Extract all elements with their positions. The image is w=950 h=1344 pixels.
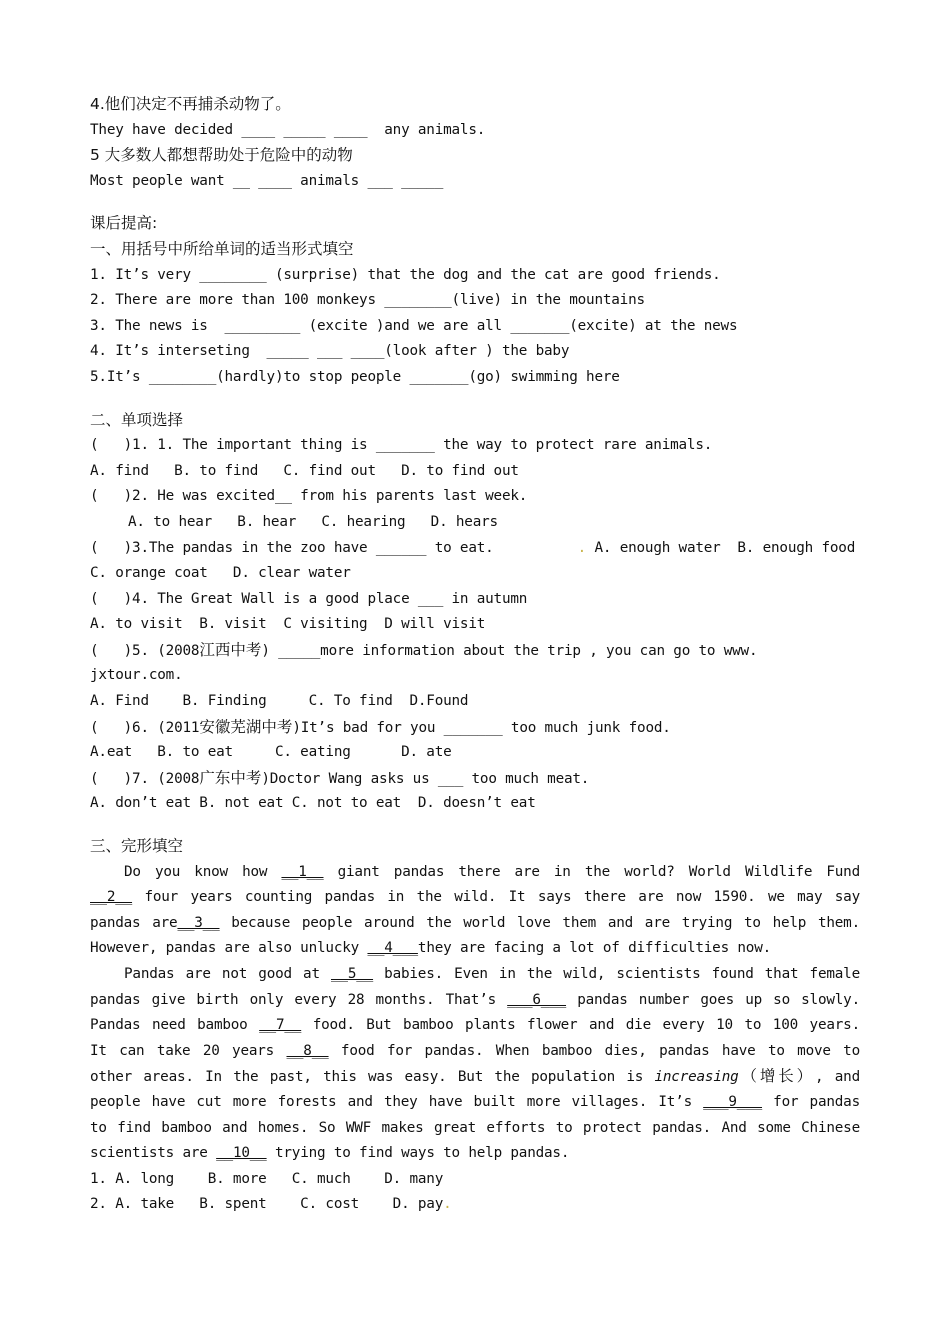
part1-item: 3. The news is _________ (excite )and we are all _______(excite) at the news [90, 317, 738, 334]
cloze-text: Do you know how [124, 863, 282, 880]
cloze-line [90, 860, 860, 886]
part1-item: 1. It’s very ________ (surprise) that the dog and the cat are good friends. [90, 266, 721, 283]
italic-word: increasing [654, 1069, 739, 1086]
cloze-text: scientists are [90, 1145, 217, 1162]
mc-question-5-continued: jxtour.com. [90, 667, 183, 684]
cloze-text: Pandas are not good at [124, 966, 331, 982]
mc-question-3 [90, 536, 860, 562]
cloze-blank: __5__ [331, 966, 374, 982]
part2-heading: 二、单项选择 [90, 410, 184, 429]
cloze-line: to find bamboo and homes. So WWF makes great efforts to protect pandas. And some Chinese [90, 1119, 860, 1136]
cloze-text: trying to find ways to help pandas. [266, 1145, 570, 1162]
cloze-line [90, 885, 860, 911]
cloze-text: for pandas [762, 1093, 861, 1110]
cloze-blank: ___9___ [703, 1093, 763, 1110]
cloze-text: because people around the world love them and are trying to help them. [219, 914, 860, 931]
cloze-text: It can take 20 years [90, 1042, 287, 1059]
mc-question-3-options: A. enough water B. enough food [586, 539, 856, 556]
cloze-blank: __3__ [177, 914, 220, 931]
mc-question-4: ( )4. The Great Wall is a good place ___ in autumn [90, 590, 528, 607]
translation-q5-chinese: 5 大多数人都想帮助处于危险中的动物 [90, 146, 353, 165]
cloze-line [90, 936, 860, 962]
cloze-options-2 [90, 1192, 860, 1218]
cloze-line [90, 988, 860, 1014]
mc-question-7-number: ( )7. (2008 [90, 770, 200, 787]
stray-dot-mark: . [443, 1196, 452, 1213]
mc-question-7 [90, 766, 860, 792]
cloze-blank: __4___ [367, 940, 418, 957]
cloze-text: people have cut more forests and they have built more villages. It’s [90, 1093, 704, 1110]
cloze-line [90, 1090, 860, 1116]
mc-options-6: A.eat B. to eat C. eating D. ate [90, 744, 452, 761]
mc-question-5 [90, 638, 860, 664]
mc-options-7: A. don’t eat B. not eat C. not to eat D. doesn’t eat [90, 795, 536, 812]
part1-item: 5.It’s ________(hardly)to stop people _______(go) swimming here [90, 368, 620, 385]
cloze-text: babies. Even in the wild, scientists found that female [373, 966, 860, 982]
cloze-line [90, 1141, 860, 1167]
cloze-text: they are facing a lot of difficulties now. [417, 940, 772, 957]
cloze-text: pandas number goes up so slowly. [566, 991, 860, 1008]
cloze-blank: __2__ [90, 889, 133, 906]
cloze-line [90, 1013, 860, 1039]
mc-options-2: A. to hear B. hear C. hearing D. hears [128, 513, 498, 530]
mc-question-6-number: ( )6. (2011 [90, 719, 200, 736]
part3-heading: 三、完形填空 [90, 837, 184, 856]
cloze-text: four years counting pandas in the wild. It says there are now 1590. we may say [132, 889, 860, 906]
mc-options-3: C. orange coat D. clear water [90, 565, 351, 582]
part1-heading: 一、用括号中所给单词的适当形式填空 [90, 239, 354, 258]
translation-q5-english: Most people want __ ____ animals ___ _____ [90, 172, 444, 189]
mc-question-7-stem: )Doctor Wang asks us ___ too much meat. [261, 770, 590, 787]
worksheet-page [90, 92, 860, 1218]
mc-options-4: A. to visit B. visit C visiting D will visit [90, 616, 486, 633]
mc-options-5: A. Find B. Finding C. To find D.Found [90, 693, 469, 710]
mc-question-1: ( )1. 1. The important thing is _______ the way to protect rare animals. [90, 437, 713, 454]
part1-item: 2. There are more than 100 monkeys ________(live) in the mountains [90, 292, 645, 309]
exam-source-label: 江西中考 [199, 640, 262, 659]
cloze-text: pandas are [90, 914, 178, 931]
translation-q4-english: They have decided ____ _____ ____ any animals. [90, 121, 486, 138]
after-class-heading: 课后提高: [90, 214, 158, 233]
cloze-line [90, 1039, 860, 1065]
cloze-blank: ___6___ [507, 991, 567, 1008]
cloze-blank: __7__ [259, 1017, 302, 1034]
cloze-blank: __8__ [286, 1042, 329, 1059]
mc-question-5-stem: ) _____more information about the trip , you can go to www. [261, 642, 758, 659]
mc-question-2: ( )2. He was excited__ from his parents last week. [90, 488, 528, 505]
cloze-options-2-text: 2. A. take B. spent C. cost D. pay [90, 1196, 444, 1213]
mc-question-5-number: ( )5. (2008 [90, 642, 200, 659]
mc-question-3-stem: ( )3.The pandas in the zoo have ______ to eat. [90, 539, 578, 556]
cloze-line [90, 1064, 860, 1090]
mc-options-1: A. find B. to find C. find out D. to find out [90, 462, 519, 479]
part1-item: 4. It’s interseting _____ ___ ____(look after ) the baby [90, 343, 570, 360]
cloze-text: other areas. In the past, this was easy. But the population is [90, 1069, 655, 1086]
chinese-gloss: （增长） [738, 1067, 816, 1086]
stray-dot-mark: . [577, 539, 587, 556]
mc-question-6 [90, 715, 860, 741]
exam-source-label: 安徽芜湖中考 [199, 717, 293, 736]
mc-question-6-stem: )It’s bad for you _______ too much junk food. [292, 719, 671, 736]
cloze-text: food for pandas. When bamboo dies, pandas have to move to [328, 1042, 860, 1059]
cloze-line [90, 962, 860, 988]
cloze-line [90, 911, 860, 937]
exam-source-label: 广东中考 [199, 768, 262, 787]
cloze-text: However, pandas are also unlucky [90, 940, 368, 957]
cloze-blank: __1__ [281, 863, 324, 880]
translation-q4-chinese: 4.他们决定不再捕杀动物了。 [90, 95, 291, 113]
cloze-text: , and [815, 1069, 860, 1086]
cloze-text: pandas give birth only every 28 months. That’s [90, 991, 508, 1008]
cloze-text: Pandas need bamboo [90, 1017, 260, 1034]
cloze-options-1: 1. A. long B. more C. much D. many [90, 1170, 444, 1187]
cloze-text: giant pandas there are in the world? World Wildlife Fund [323, 863, 860, 880]
cloze-blank: __10__ [216, 1145, 267, 1162]
cloze-text: food. But bamboo plants flower and die every 10 to 100 years. [301, 1017, 860, 1034]
